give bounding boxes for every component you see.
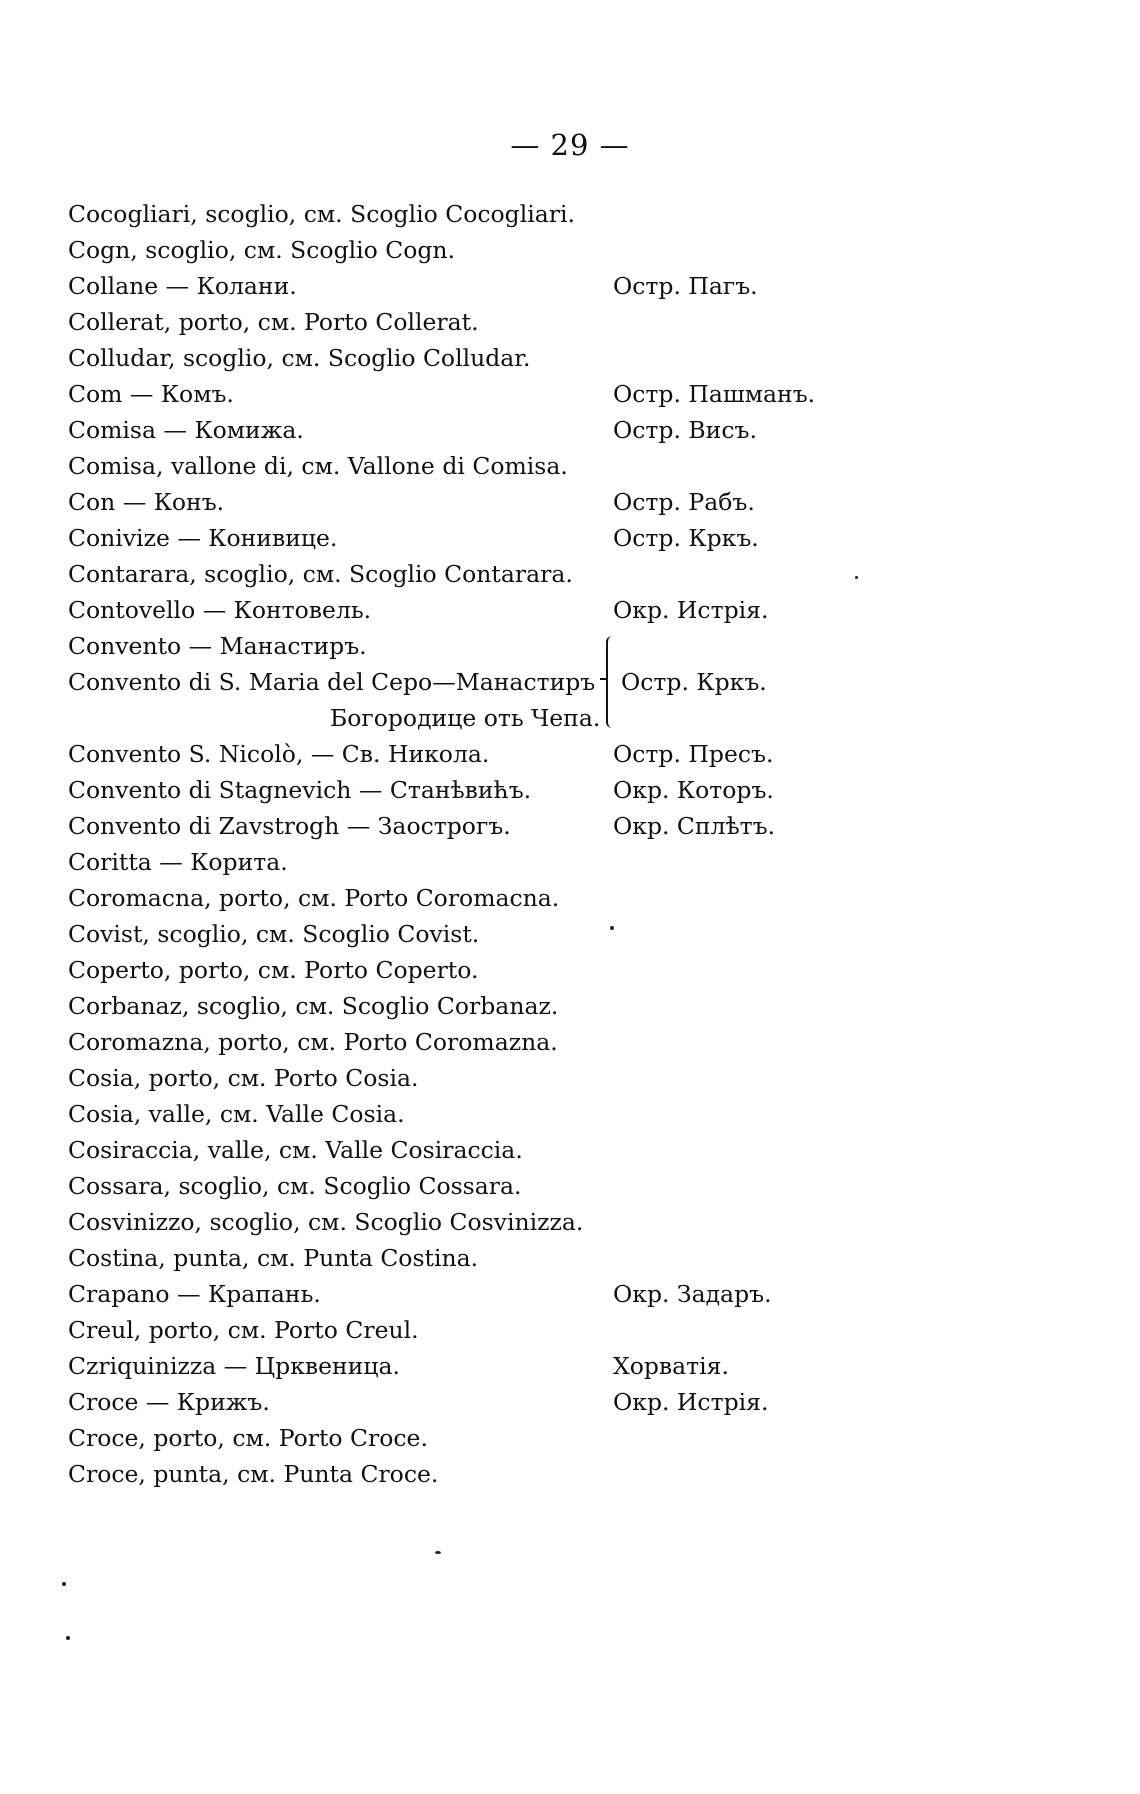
- entry-term: Cosvinizzo, scoglio, см. Scoglio Cosvinizza.: [68, 1208, 584, 1236]
- entry-region: Остр. Рабъ.: [613, 488, 755, 516]
- list-item: [68, 484, 1068, 520]
- curly-brace-tip: [600, 678, 608, 680]
- entry-term: Croce, porto, см. Porto Croce.: [68, 1424, 428, 1452]
- group-line-1: Convento — Манастиръ.: [68, 632, 367, 660]
- entry-region: Окр. Задаръ.: [613, 1280, 772, 1308]
- list-item: [68, 556, 1068, 592]
- entry-term: Cossara, scoglio, см. Scoglio Cossara.: [68, 1172, 522, 1200]
- entry-region: Остр. Пагъ.: [613, 272, 758, 300]
- entry-term: Convento di Stagnevich — Станѣвићъ.: [68, 776, 532, 804]
- list-item: [68, 196, 1068, 232]
- list-item: [68, 988, 1068, 1024]
- entry-term: Coperto, porto, см. Porto Coperto.: [68, 956, 479, 984]
- entry-term: Contarara, scoglio, см. Scoglio Contarara.: [68, 560, 573, 588]
- entry-term: Com — Комъ.: [68, 380, 234, 408]
- curly-brace: [606, 636, 618, 728]
- entry-term: Conivize — Конивице.: [68, 524, 338, 552]
- list-item: [68, 736, 1068, 772]
- entry-term: Covist, scoglio, см. Scoglio Covist.: [68, 920, 480, 948]
- list-item: [68, 808, 1068, 844]
- group-region: Остр. Кркъ.: [621, 668, 767, 696]
- entry-term: Cogn, scoglio, см. Scoglio Cogn.: [68, 236, 456, 264]
- scan-speck: [435, 1551, 441, 1554]
- entry-term: Contovello — Контовель.: [68, 596, 372, 624]
- list-item: [68, 448, 1068, 484]
- list-item: [68, 1024, 1068, 1060]
- scan-speck: [610, 926, 614, 930]
- entry-region: Остр. Висъ.: [613, 416, 757, 444]
- entry-term: Cocogliari, scoglio, см. Scoglio Cocogliari.: [68, 200, 575, 228]
- list-item: [68, 340, 1068, 376]
- entry-term: Convento S. Nicolò, — Св. Никола.: [68, 740, 490, 768]
- list-item: [68, 1456, 1068, 1492]
- entry-term: Cosia, porto, см. Porto Cosia.: [68, 1064, 419, 1092]
- group-line-3: Богородице оть Чепа.: [330, 704, 601, 732]
- list-item: [68, 1060, 1068, 1096]
- entry-region: Окр. Истрія.: [613, 1388, 769, 1416]
- entry-term: Crapano — Крапань.: [68, 1280, 321, 1308]
- list-item: [68, 520, 1068, 556]
- entry-region: Остр. Пашманъ.: [613, 380, 816, 408]
- convento-group: [68, 628, 1068, 736]
- entry-region: Остр. Пресъ.: [613, 740, 774, 768]
- list-item: [68, 232, 1068, 268]
- page-number: — 29 —: [510, 128, 630, 162]
- list-item: [68, 1132, 1068, 1168]
- entry-term: Creul, porto, см. Porto Creul.: [68, 1316, 419, 1344]
- list-item: [68, 304, 1068, 340]
- entry-term: Collane — Колани.: [68, 272, 297, 300]
- list-item: [68, 880, 1068, 916]
- entry-term: Coritta — Корита.: [68, 848, 288, 876]
- entry-term: Cosiraccia, valle, см. Valle Cosiraccia.: [68, 1136, 523, 1164]
- scan-speck: [66, 1636, 70, 1640]
- entry-term: Convento di Zavstrogh — Заострогъ.: [68, 812, 511, 840]
- list-item: [68, 376, 1068, 412]
- entry-region: Остр. Кркъ.: [613, 524, 759, 552]
- entry-term: Coromacna, porto, см. Porto Coromacna.: [68, 884, 560, 912]
- scan-speck: [855, 576, 858, 579]
- list-item: [68, 592, 1068, 628]
- scan-speck: [62, 1582, 66, 1586]
- list-item: [68, 772, 1068, 808]
- list-item: [68, 1384, 1068, 1420]
- list-item: [68, 1240, 1068, 1276]
- list-item: [68, 1312, 1068, 1348]
- list-item: [68, 268, 1068, 304]
- list-item: [68, 916, 1068, 952]
- entry-region: Окр. Истрія.: [613, 596, 769, 624]
- entry-term: Colludar, scoglio, см. Scoglio Colludar.: [68, 344, 531, 372]
- list-item: [68, 1168, 1068, 1204]
- entry-term: Cosia, valle, см. Valle Cosia.: [68, 1100, 405, 1128]
- entry-region: Хорватія.: [613, 1352, 729, 1380]
- group-line-2: Convento di S. Maria del Cepo—Манастиръ: [68, 668, 596, 696]
- entry-region: Окр. Которъ.: [613, 776, 774, 804]
- list-item: [68, 1348, 1068, 1384]
- list-item: [68, 952, 1068, 988]
- list-item: [68, 1096, 1068, 1132]
- entry-region: Окр. Сплѣтъ.: [613, 812, 776, 840]
- entry-term: Comisa, vallone di, см. Vallone di Comisa.: [68, 452, 568, 480]
- entry-term: Collerat, porto, см. Porto Collerat.: [68, 308, 479, 336]
- entry-term: Czriquinizza — Црквеница.: [68, 1352, 400, 1380]
- entry-term: Coromazna, porto, см. Porto Coromazna.: [68, 1028, 558, 1056]
- entry-term: Croce — Крижъ.: [68, 1388, 270, 1416]
- list-item: [68, 1204, 1068, 1240]
- entry-term: Comisa — Комижа.: [68, 416, 304, 444]
- entry-term: Corbanaz, scoglio, см. Scoglio Corbanaz.: [68, 992, 559, 1020]
- list-item: [68, 412, 1068, 448]
- gazetteer-entries: [68, 196, 1068, 1492]
- list-item: [68, 1420, 1068, 1456]
- entry-term: Costina, punta, см. Punta Costina.: [68, 1244, 479, 1272]
- list-item: [68, 844, 1068, 880]
- list-item: [68, 1276, 1068, 1312]
- entry-term: Con — Конъ.: [68, 488, 225, 516]
- entry-term: Croce, punta, см. Punta Croce.: [68, 1460, 439, 1488]
